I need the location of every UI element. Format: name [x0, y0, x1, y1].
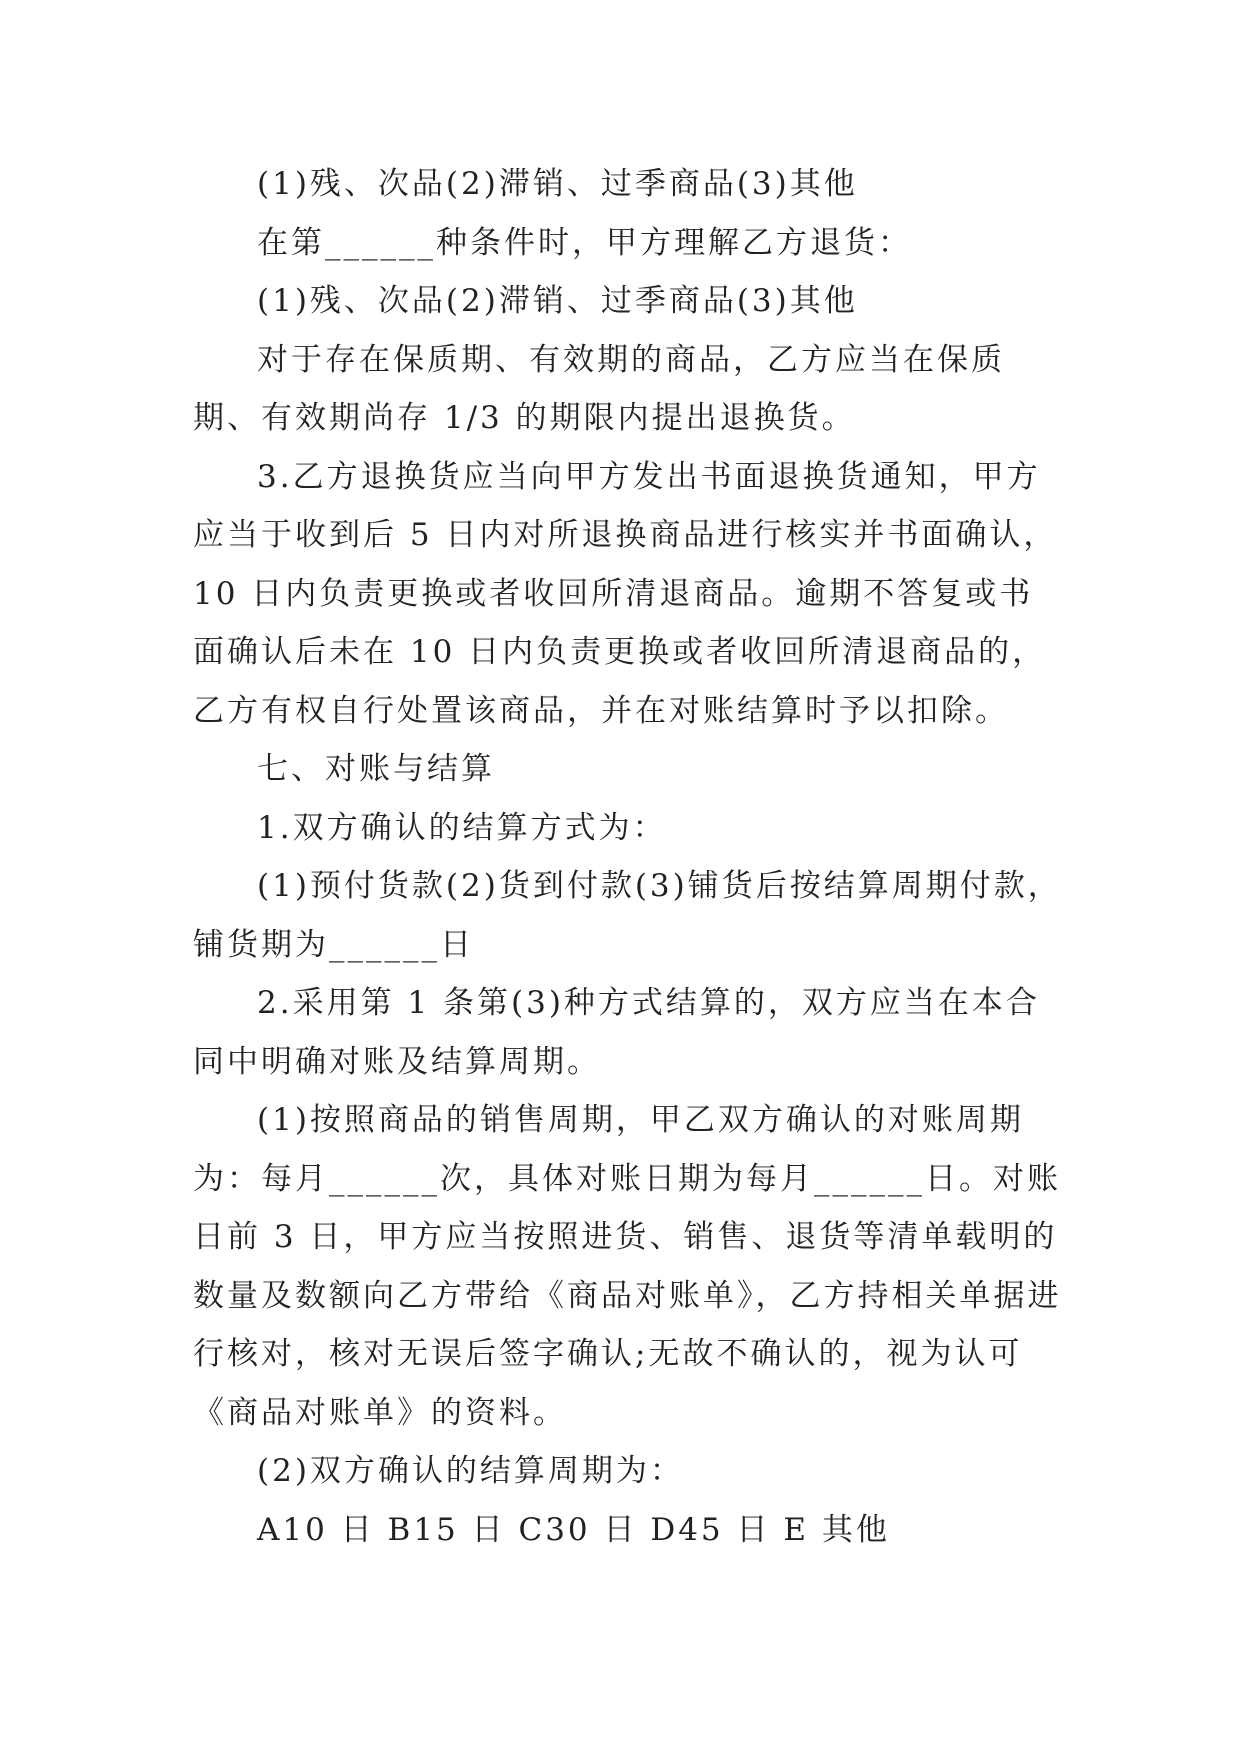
paragraph-settlement-options: (1)预付货款(2)货到付款(3)铺货后按结算周期付款，铺货期为______日 [193, 868, 1062, 963]
paragraph-return-conditions-options-1: (1)残、次品(2)滞销、过季商品(3)其他 [257, 166, 858, 202]
paragraph-shelf-life: 对于存在保质期、有效期的商品，乙方应当在保质期、有效期尚存 1/3 的期限内提出退换货。 [193, 341, 1005, 436]
paragraph-settlement-period: (2)双方确认的结算周期为： [257, 1453, 684, 1489]
paragraph-return-conditions-options-2: (1)残、次品(2)滞销、过季商品(3)其他 [257, 283, 858, 319]
paragraph-settlement-method: 1.双方确认的结算方式为： [257, 809, 667, 846]
paragraph-settlement-period-options: A10 日 B15 日 C30 日 D45 日 E 其他 [257, 1511, 890, 1548]
document-body [193, 155, 1063, 1559]
paragraph-return-notice: 3.乙方退换货应当向甲方发出书面退换货通知，甲方应当于收到后 5 日内对所退换商品进行核实并书面确认，10 日内负责更换或者收回所清退商品。逾期不答复或书面确认后未在 10 日内负责更换或者收回所清退商品的，乙方有权自行处置该商品，并在对账结算时予以扣除。 [193, 458, 1058, 729]
paragraph-return-condition-clause: 在第______种条件时，甲方理解乙方退货： [257, 224, 912, 261]
paragraph-reconciliation-cycle: (1)按照商品的销售周期，甲乙双方确认的对账周期为：每月______次，具体对账日期为每月______日。对账日前 3 日，甲方应当按照进货、销售、退货等清单载明的数量及数额向乙方带给《商品对账单》，乙方持相关单据进行核对，核对无误后签字确认;无故不确认的，视为认可《商品对账单》的资料。 [193, 1102, 1062, 1431]
section-heading-reconciliation: 七、对账与结算 [257, 751, 495, 787]
paragraph-settlement-cycle-clause: 2.采用第 1 条第(3)种方式结算的，双方应当在本合同中明确对账及结算周期。 [193, 985, 1040, 1080]
